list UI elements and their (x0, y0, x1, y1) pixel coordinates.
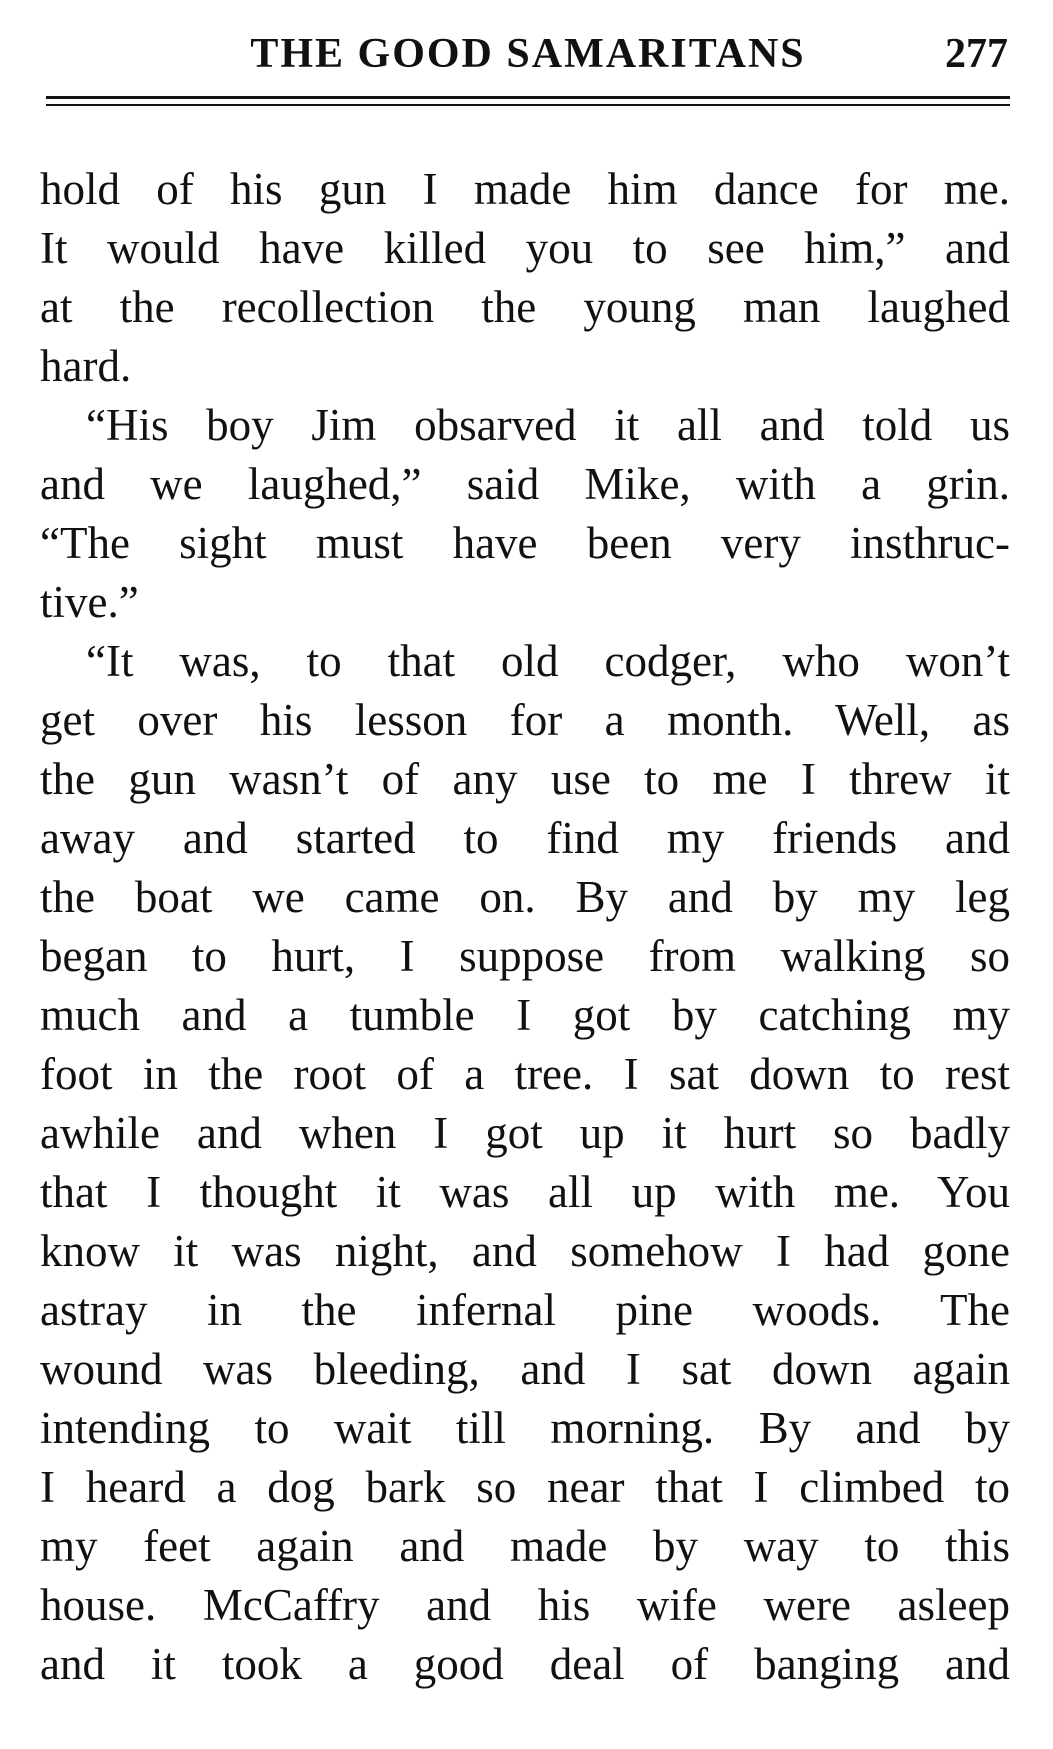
text-line: that I thought it was all up with me. You (40, 1167, 1010, 1217)
text-line: house. McCaffry and his wife were asleep (40, 1580, 1010, 1630)
text-line: know it was night, and somehow I had gone (40, 1226, 1010, 1276)
text-line: away and started to find my friends and (40, 813, 1010, 863)
header-rule-bottom (46, 104, 1010, 106)
running-head (48, 28, 1008, 80)
header-rule-top (46, 96, 1010, 99)
text-line: intending to wait till morning. By and by (40, 1403, 1010, 1453)
text-line: astray in the infernal pine woods. The (40, 1285, 1010, 1335)
text-line: and it took a good deal of banging and (40, 1639, 1010, 1689)
text-line: get over his lesson for a month. Well, as (40, 695, 1010, 745)
text-line: “The sight must have been very insthruc- (40, 518, 1010, 568)
text-line: awhile and when I got up it hurt so badly (40, 1108, 1010, 1158)
page-number: 277 (945, 31, 1008, 77)
text-line: “It was, to that old codger, who won’t (86, 636, 1010, 686)
text-line: my feet again and made by way to this (40, 1521, 1010, 1571)
text-line: “His boy Jim obsarved it all and told us (86, 400, 1010, 450)
text-line: at the recollection the young man laughed (40, 282, 1010, 332)
text-line: much and a tumble I got by catching my (40, 990, 1010, 1040)
body-text (40, 160, 1010, 1694)
text-line: the boat we came on. By and by my leg (40, 872, 1010, 922)
text-line: wound was bleeding, and I sat down again (40, 1344, 1010, 1394)
text-line: foot in the root of a tree. I sat down to rest (40, 1049, 1010, 1099)
running-title: THE GOOD SAMARITANS (250, 31, 806, 77)
text-line: and we laughed,” said Mike, with a grin. (40, 459, 1010, 509)
text-line: I heard a dog bark so near that I climbed to (40, 1462, 1010, 1512)
text-line: began to hurt, I suppose from walking so (40, 931, 1010, 981)
text-line: hold of his gun I made him dance for me. (40, 164, 1010, 214)
text-line: tive.” (40, 577, 139, 627)
text-line: It would have killed you to see him,” and (40, 223, 1010, 273)
text-line: the gun wasn’t of any use to me I threw it (40, 754, 1010, 804)
text-line: hard. (40, 341, 132, 391)
